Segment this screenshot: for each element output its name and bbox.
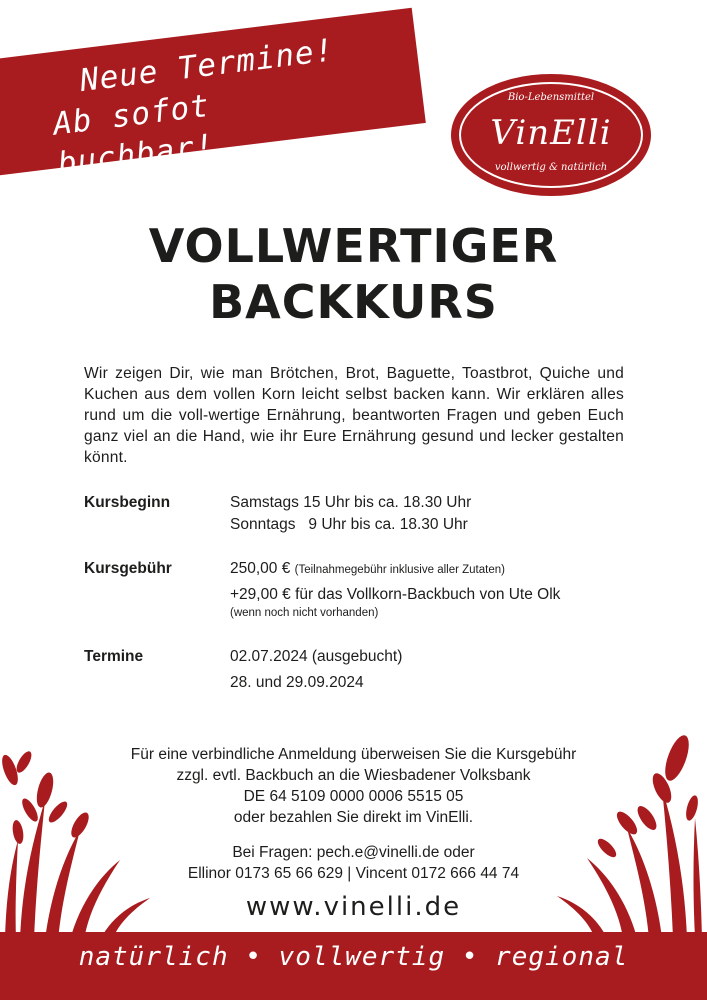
logo-tagline-bottom: vollwertig & natürlich — [494, 162, 608, 173]
kursbeginn-value — [230, 492, 650, 536]
kursgebuehr-label: Kursgebühr — [84, 560, 172, 577]
kursbeginn-sunday: Sonntags 9 Uhr bis ca. 18.30 Uhr — [230, 516, 468, 533]
page-title — [0, 218, 707, 330]
title-line-1: VOLLWERTIGER — [148, 219, 559, 273]
logo-name: VinElli — [490, 113, 612, 153]
logo-tagline-top: Bio-Lebensmittel — [507, 92, 595, 103]
website-link[interactable]: www.vinelli.de — [245, 892, 462, 922]
notice-line-2: zzgl. evtl. Backbuch an die Wiesbadener Volksbank — [176, 767, 531, 784]
notice-line-1: Für eine verbindliche Anmeldung überweisen Sie die Kursgebühr — [130, 746, 577, 763]
termine-value — [230, 646, 650, 694]
termine-date-1: 02.07.2024 (ausgebucht) — [230, 648, 403, 665]
kursgebuehr-price-note: (Teilnahmegebühr inklusive aller Zutaten) — [294, 564, 505, 576]
contact-info — [0, 842, 707, 884]
announcement-line-1: Neue Termine! — [77, 32, 337, 100]
termine-label: Termine — [84, 648, 144, 665]
contact-email-line[interactable]: Bei Fragen: pech.e@vinelli.de oder — [232, 844, 475, 861]
vinelli-logo — [451, 74, 651, 196]
kursgebuehr-book-note: (wenn noch nicht vorhanden) — [230, 607, 379, 619]
kursgebuehr-price: 250,00 € — [230, 560, 291, 577]
kursgebuehr-value — [230, 558, 650, 620]
kursbeginn-label: Kursbeginn — [84, 494, 171, 511]
intro-paragraph: Wir zeigen Dir, wie man Brötchen, Brot, Baguette, Toastbrot, Quiche und Kuchen aus dem vollen Korn leicht selbst backen kann. Wir erklären alles rund um die voll-wertige Ernährung, beantworten Fragen und geben Euch ganz viel an die Hand, wie ihr Eure Ernährung gesund und lecker gestalten könnt. — [84, 365, 624, 466]
contact-phone-line[interactable]: Ellinor 0173 65 66 629 | Vincent 0172 666 44 74 — [187, 865, 520, 882]
notice-iban: DE 64 5109 0000 0006 5515 05 — [243, 788, 464, 805]
kursgebuehr-book: +29,00 € für das Vollkorn-Backbuch von Ute Olk — [230, 586, 561, 603]
notice-line-4: oder bezahlen Sie direkt im VinElli. — [233, 809, 474, 826]
kursbeginn-saturday: Samstags 15 Uhr bis ca. 18.30 Uhr — [230, 494, 472, 511]
title-line-2: BACKKURS — [209, 275, 498, 329]
kursgebuehr-price-line — [230, 558, 650, 581]
registration-notice — [0, 744, 707, 828]
announcement-line-2: Ab sofot buchbar! — [51, 87, 217, 183]
termine-date-2: 28. und 29.09.2024 — [230, 674, 364, 691]
footer-slogan: natürlich • vollwertig • regional — [78, 942, 629, 972]
